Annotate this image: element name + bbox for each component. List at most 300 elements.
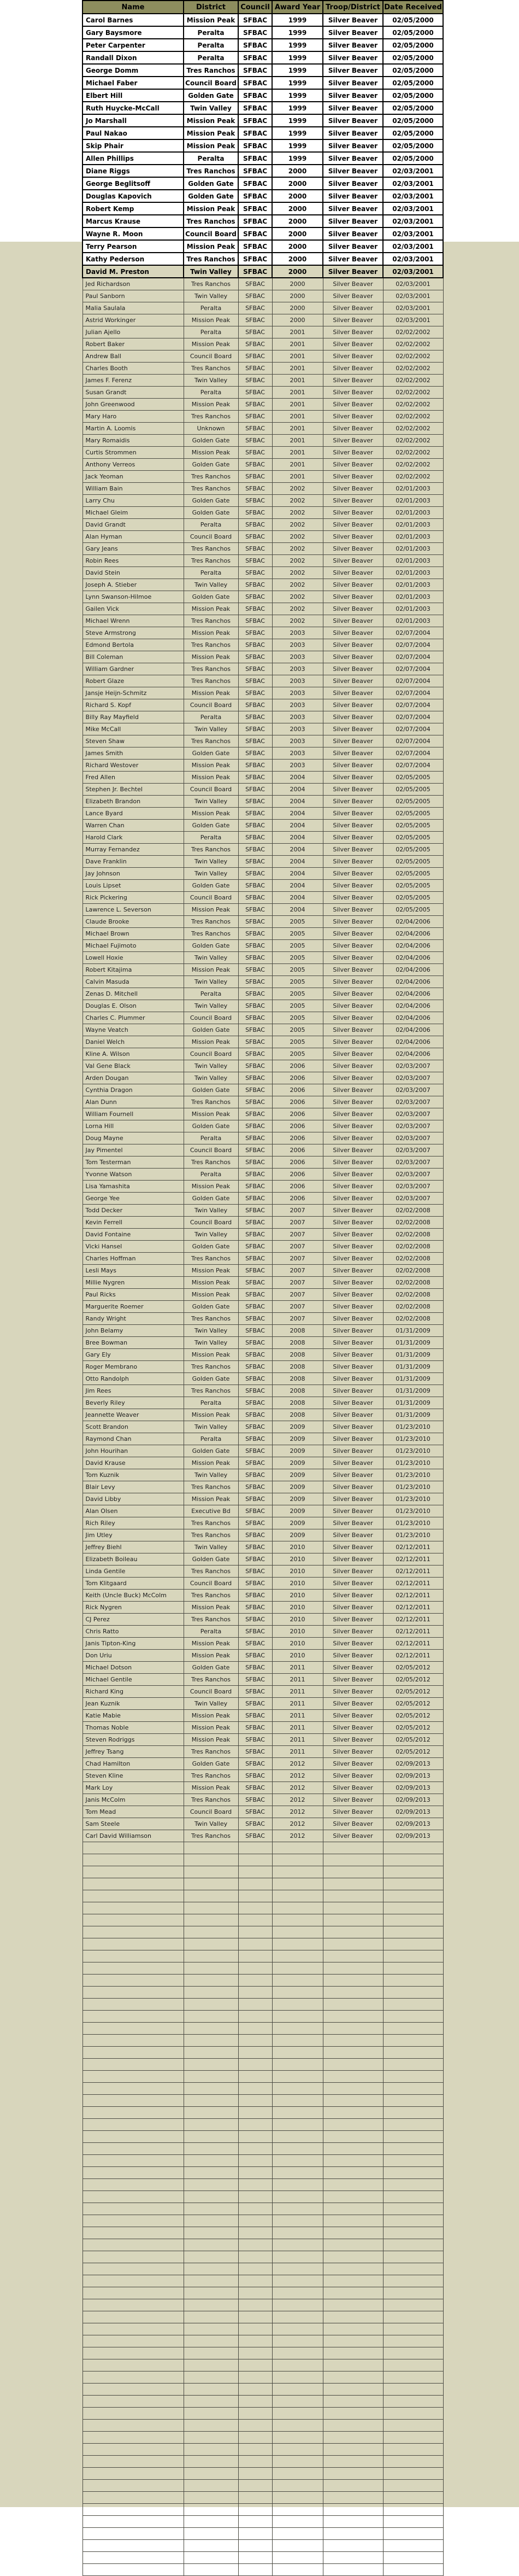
cell[interactable]: Council Board — [184, 699, 238, 711]
cell[interactable]: 2008 — [272, 1385, 323, 1397]
cell[interactable]: 02/03/2007 — [383, 1108, 443, 1120]
cell[interactable]: 2000 — [272, 215, 323, 227]
cell[interactable]: Robert Baker — [82, 338, 184, 351]
empty-cell[interactable] — [82, 2119, 184, 2131]
cell[interactable]: Elizabeth Brandon — [82, 796, 184, 808]
cell[interactable]: 02/01/2003 — [383, 615, 443, 627]
cell[interactable]: Claude Brooke — [82, 916, 184, 928]
empty-cell[interactable] — [238, 2131, 272, 2143]
cell[interactable]: SFBAC — [238, 892, 272, 904]
empty-cell[interactable] — [238, 2480, 272, 2492]
cell[interactable]: James Smith — [82, 747, 184, 760]
cell[interactable]: Golden Gate — [184, 1445, 238, 1457]
empty-cell[interactable] — [184, 2384, 238, 2396]
cell[interactable]: Peralta — [184, 519, 238, 531]
cell[interactable]: John Hourihan — [82, 1445, 184, 1457]
empty-cell[interactable] — [82, 2011, 184, 2023]
cell[interactable]: Silver Beaver — [323, 892, 383, 904]
cell[interactable]: 02/05/2000 — [383, 26, 443, 39]
cell[interactable]: Twin Valley — [184, 856, 238, 868]
empty-cell[interactable] — [238, 1975, 272, 1987]
cell[interactable]: Mission Peak — [184, 760, 238, 772]
cell[interactable]: 2010 — [272, 1566, 323, 1578]
cell[interactable]: Lesli Mays — [82, 1265, 184, 1277]
cell[interactable]: 2011 — [272, 1746, 323, 1758]
empty-cell[interactable] — [238, 2191, 272, 2203]
cell[interactable]: Golden Gate — [184, 459, 238, 471]
cell[interactable]: Mission Peak — [184, 651, 238, 663]
cell[interactable]: 02/02/2002 — [383, 363, 443, 375]
cell[interactable]: SFBAC — [238, 253, 272, 265]
cell[interactable]: Silver Beaver — [323, 964, 383, 976]
cell[interactable]: SFBAC — [238, 51, 272, 64]
cell[interactable]: Rich Riley — [82, 1517, 184, 1529]
cell[interactable]: Golden Gate — [184, 940, 238, 952]
cell[interactable]: 1999 — [272, 102, 323, 114]
cell[interactable]: SFBAC — [238, 177, 272, 190]
empty-cell[interactable] — [323, 1842, 383, 1854]
cell[interactable]: 2002 — [272, 567, 323, 579]
empty-cell[interactable] — [383, 2396, 443, 2408]
empty-cell[interactable] — [323, 1975, 383, 1987]
cell[interactable]: 02/05/2005 — [383, 892, 443, 904]
cell[interactable]: Silver Beaver — [323, 1529, 383, 1541]
empty-cell[interactable] — [82, 2167, 184, 2179]
cell[interactable]: Tres Ranchos — [184, 64, 238, 77]
cell[interactable]: 2000 — [272, 278, 323, 290]
cell[interactable]: 01/23/2010 — [383, 1433, 443, 1445]
cell[interactable]: 02/09/2013 — [383, 1758, 443, 1770]
cell[interactable]: 02/05/2000 — [383, 51, 443, 64]
cell[interactable]: Randy Wright — [82, 1313, 184, 1325]
empty-cell[interactable] — [383, 2323, 443, 2335]
cell[interactable]: 1999 — [272, 89, 323, 102]
empty-cell[interactable] — [383, 2504, 443, 2516]
cell[interactable]: 2002 — [272, 507, 323, 519]
cell[interactable]: Malia Saulala — [82, 302, 184, 314]
cell[interactable]: Silver Beaver — [323, 435, 383, 447]
empty-cell[interactable] — [272, 2263, 323, 2275]
cell[interactable]: Silver Beaver — [323, 1481, 383, 1493]
cell[interactable]: Silver Beaver — [323, 543, 383, 555]
empty-cell[interactable] — [184, 2143, 238, 2155]
cell[interactable]: 02/02/2002 — [383, 351, 443, 363]
cell[interactable]: SFBAC — [238, 1036, 272, 1048]
empty-cell[interactable] — [238, 2323, 272, 2335]
cell[interactable]: Elbert Hill — [82, 89, 184, 102]
cell[interactable]: 02/05/2005 — [383, 844, 443, 856]
empty-cell[interactable] — [383, 2528, 443, 2540]
cell[interactable]: Silver Beaver — [323, 1120, 383, 1132]
cell[interactable]: Jo Marshall — [82, 114, 184, 127]
cell[interactable]: SFBAC — [238, 1229, 272, 1241]
empty-cell[interactable] — [272, 2396, 323, 2408]
cell[interactable]: 2005 — [272, 952, 323, 964]
cell[interactable]: 2001 — [272, 447, 323, 459]
empty-cell[interactable] — [383, 2564, 443, 2576]
empty-cell[interactable] — [323, 2275, 383, 2287]
cell[interactable]: 02/03/2001 — [383, 265, 443, 278]
cell[interactable]: 02/05/2012 — [383, 1746, 443, 1758]
cell[interactable]: Mission Peak — [184, 808, 238, 820]
cell[interactable]: Council Board — [184, 531, 238, 543]
cell[interactable]: 2003 — [272, 675, 323, 687]
empty-cell[interactable] — [383, 1938, 443, 1950]
empty-cell[interactable] — [82, 1999, 184, 2011]
empty-cell[interactable] — [323, 2011, 383, 2023]
cell[interactable]: 01/23/2010 — [383, 1493, 443, 1505]
empty-cell[interactable] — [383, 2540, 443, 2552]
empty-cell[interactable] — [383, 2203, 443, 2215]
cell[interactable]: Todd Decker — [82, 1205, 184, 1217]
empty-cell[interactable] — [323, 2371, 383, 2384]
cell[interactable]: Mission Peak — [184, 1108, 238, 1120]
cell[interactable]: SFBAC — [238, 26, 272, 39]
cell[interactable]: Silver Beaver — [323, 1578, 383, 1590]
cell[interactable]: Mission Peak — [184, 1289, 238, 1301]
cell[interactable]: 02/05/2005 — [383, 868, 443, 880]
cell[interactable]: SFBAC — [238, 1794, 272, 1806]
cell[interactable]: Twin Valley — [184, 1469, 238, 1481]
empty-cell[interactable] — [82, 1878, 184, 1890]
empty-cell[interactable] — [272, 2504, 323, 2516]
cell[interactable]: SFBAC — [238, 202, 272, 215]
cell[interactable]: 02/05/2005 — [383, 796, 443, 808]
cell[interactable]: Silver Beaver — [323, 152, 383, 165]
cell[interactable]: SFBAC — [238, 1578, 272, 1590]
empty-cell[interactable] — [184, 1962, 238, 1975]
cell[interactable]: 2000 — [272, 240, 323, 253]
cell[interactable]: Bill Coleman — [82, 651, 184, 663]
cell[interactable]: David Fontaine — [82, 1229, 184, 1241]
cell[interactable]: 02/12/2011 — [383, 1541, 443, 1553]
cell[interactable]: Peralta — [184, 152, 238, 165]
empty-cell[interactable] — [82, 1950, 184, 1962]
cell[interactable]: David Libby — [82, 1493, 184, 1505]
cell[interactable]: SFBAC — [238, 1108, 272, 1120]
cell[interactable]: 02/03/2001 — [383, 190, 443, 202]
cell[interactable]: SFBAC — [238, 1397, 272, 1409]
cell[interactable]: Golden Gate — [184, 1758, 238, 1770]
cell[interactable]: Silver Beaver — [323, 338, 383, 351]
cell[interactable]: 2000 — [272, 165, 323, 177]
cell[interactable]: 02/03/2001 — [383, 240, 443, 253]
cell[interactable]: Gailen Vick — [82, 603, 184, 615]
cell[interactable]: 2001 — [272, 351, 323, 363]
cell[interactable]: Silver Beaver — [323, 615, 383, 627]
empty-cell[interactable] — [383, 1902, 443, 1914]
cell[interactable]: 02/02/2008 — [383, 1205, 443, 1217]
empty-cell[interactable] — [383, 2095, 443, 2107]
cell[interactable]: 2005 — [272, 1036, 323, 1048]
cell[interactable]: Peralta — [184, 988, 238, 1000]
cell[interactable]: Peter Carpenter — [82, 39, 184, 51]
cell[interactable]: Silver Beaver — [323, 1638, 383, 1650]
empty-cell[interactable] — [272, 2167, 323, 2179]
empty-cell[interactable] — [184, 2035, 238, 2047]
cell[interactable]: 2007 — [272, 1241, 323, 1253]
cell[interactable]: Silver Beaver — [323, 687, 383, 699]
cell[interactable]: Golden Gate — [184, 89, 238, 102]
empty-cell[interactable] — [383, 2347, 443, 2359]
cell[interactable]: Golden Gate — [184, 591, 238, 603]
empty-cell[interactable] — [82, 2071, 184, 2083]
cell[interactable]: 02/01/2003 — [383, 579, 443, 591]
cell[interactable]: Steven Rodriggs — [82, 1734, 184, 1746]
empty-cell[interactable] — [272, 2143, 323, 2155]
cell[interactable]: Silver Beaver — [323, 1301, 383, 1313]
cell[interactable]: Silver Beaver — [323, 64, 383, 77]
cell[interactable]: SFBAC — [238, 1638, 272, 1650]
cell[interactable]: SFBAC — [238, 735, 272, 747]
cell[interactable]: 2002 — [272, 543, 323, 555]
cell[interactable]: Katie Mabie — [82, 1710, 184, 1722]
empty-cell[interactable] — [323, 2239, 383, 2251]
cell[interactable]: 2011 — [272, 1698, 323, 1710]
cell[interactable]: Don Uriu — [82, 1650, 184, 1662]
cell[interactable]: SFBAC — [238, 14, 272, 26]
cell[interactable]: SFBAC — [238, 1734, 272, 1746]
cell[interactable]: SFBAC — [238, 1758, 272, 1770]
cell[interactable]: 2003 — [272, 735, 323, 747]
cell[interactable]: 2006 — [272, 1181, 323, 1193]
cell[interactable]: Janis McColm — [82, 1794, 184, 1806]
cell[interactable]: Silver Beaver — [323, 89, 383, 102]
cell[interactable]: Silver Beaver — [323, 202, 383, 215]
cell[interactable]: 02/04/2006 — [383, 964, 443, 976]
empty-cell[interactable] — [238, 1926, 272, 1938]
cell[interactable]: Silver Beaver — [323, 1144, 383, 1156]
cell[interactable]: Silver Beaver — [323, 240, 383, 253]
cell[interactable]: SFBAC — [238, 1553, 272, 1566]
empty-cell[interactable] — [272, 1866, 323, 1878]
empty-cell[interactable] — [383, 1866, 443, 1878]
empty-cell[interactable] — [272, 2480, 323, 2492]
empty-cell[interactable] — [82, 2047, 184, 2059]
cell[interactable]: 02/09/2013 — [383, 1830, 443, 1842]
empty-cell[interactable] — [323, 2468, 383, 2480]
empty-cell[interactable] — [238, 2564, 272, 2576]
empty-cell[interactable] — [323, 1914, 383, 1926]
empty-cell[interactable] — [82, 1914, 184, 1926]
empty-cell[interactable] — [184, 2564, 238, 2576]
cell[interactable]: SFBAC — [238, 1818, 272, 1830]
cell[interactable]: 02/04/2006 — [383, 1024, 443, 1036]
cell[interactable]: Peralta — [184, 1169, 238, 1181]
empty-cell[interactable] — [238, 1999, 272, 2011]
cell[interactable]: 02/07/2004 — [383, 627, 443, 639]
cell[interactable]: Daniel Welch — [82, 1036, 184, 1048]
cell[interactable]: Larry Chu — [82, 495, 184, 507]
cell[interactable]: SFBAC — [238, 152, 272, 165]
cell[interactable]: 1999 — [272, 152, 323, 165]
cell[interactable]: Michael Brown — [82, 928, 184, 940]
cell[interactable]: 2006 — [272, 1193, 323, 1205]
empty-cell[interactable] — [238, 2275, 272, 2287]
cell[interactable]: Twin Valley — [184, 579, 238, 591]
cell[interactable]: Silver Beaver — [323, 1096, 383, 1108]
empty-cell[interactable] — [82, 2468, 184, 2480]
empty-cell[interactable] — [238, 2371, 272, 2384]
empty-cell[interactable] — [383, 2263, 443, 2275]
empty-cell[interactable] — [238, 2359, 272, 2371]
cell[interactable]: 2009 — [272, 1517, 323, 1529]
cell[interactable]: 02/05/2005 — [383, 784, 443, 796]
cell[interactable]: 02/02/2002 — [383, 459, 443, 471]
empty-cell[interactable] — [383, 1950, 443, 1962]
empty-cell[interactable] — [323, 2203, 383, 2215]
cell[interactable]: Lowell Hoxie — [82, 952, 184, 964]
empty-cell[interactable] — [323, 2155, 383, 2167]
empty-cell[interactable] — [82, 2179, 184, 2191]
cell[interactable]: Silver Beaver — [323, 627, 383, 639]
cell[interactable]: 02/03/2001 — [383, 253, 443, 265]
cell[interactable]: 02/12/2011 — [383, 1626, 443, 1638]
cell[interactable]: 02/03/2007 — [383, 1120, 443, 1132]
empty-cell[interactable] — [272, 1890, 323, 1902]
empty-cell[interactable] — [238, 2155, 272, 2167]
empty-cell[interactable] — [82, 2215, 184, 2227]
cell[interactable]: Silver Beaver — [323, 940, 383, 952]
empty-cell[interactable] — [323, 2408, 383, 2420]
cell[interactable]: 2001 — [272, 338, 323, 351]
cell[interactable]: 2004 — [272, 796, 323, 808]
cell[interactable]: SFBAC — [238, 114, 272, 127]
empty-cell[interactable] — [323, 1866, 383, 1878]
cell[interactable]: 02/04/2006 — [383, 928, 443, 940]
cell[interactable]: 02/03/2001 — [383, 177, 443, 190]
cell[interactable]: 2010 — [272, 1578, 323, 1590]
cell[interactable]: Twin Valley — [184, 1000, 238, 1012]
cell[interactable]: 2009 — [272, 1505, 323, 1517]
empty-cell[interactable] — [184, 2095, 238, 2107]
empty-cell[interactable] — [323, 2191, 383, 2203]
empty-cell[interactable] — [323, 2095, 383, 2107]
cell[interactable]: Silver Beaver — [323, 1710, 383, 1722]
cell[interactable]: Tres Ranchos — [184, 1385, 238, 1397]
empty-cell[interactable] — [82, 2396, 184, 2408]
empty-cell[interactable] — [82, 2035, 184, 2047]
empty-cell[interactable] — [272, 2047, 323, 2059]
empty-cell[interactable] — [184, 1926, 238, 1938]
cell[interactable]: Tres Ranchos — [184, 1529, 238, 1541]
cell[interactable]: Twin Valley — [184, 796, 238, 808]
cell[interactable]: Peralta — [184, 567, 238, 579]
cell[interactable]: Golden Gate — [184, 1301, 238, 1313]
empty-cell[interactable] — [323, 2119, 383, 2131]
cell[interactable]: 2005 — [272, 988, 323, 1000]
cell[interactable]: Silver Beaver — [323, 1036, 383, 1048]
cell[interactable]: Silver Beaver — [323, 1313, 383, 1325]
empty-cell[interactable] — [184, 1987, 238, 1999]
cell[interactable]: Silver Beaver — [323, 916, 383, 928]
cell[interactable]: Mission Peak — [184, 772, 238, 784]
cell[interactable]: 02/05/2012 — [383, 1698, 443, 1710]
cell[interactable]: SFBAC — [238, 471, 272, 483]
cell[interactable]: Ruth Huycke-McCall — [82, 102, 184, 114]
cell[interactable]: 2006 — [272, 1169, 323, 1181]
cell[interactable]: Richard King — [82, 1686, 184, 1698]
cell[interactable]: SFBAC — [238, 1626, 272, 1638]
empty-cell[interactable] — [323, 1890, 383, 1902]
cell[interactable]: 02/02/2008 — [383, 1265, 443, 1277]
cell[interactable]: Mission Peak — [184, 1734, 238, 1746]
cell[interactable]: SFBAC — [238, 1156, 272, 1169]
empty-cell[interactable] — [272, 2323, 323, 2335]
cell[interactable]: Silver Beaver — [323, 165, 383, 177]
cell[interactable]: Kevin Ferrell — [82, 1217, 184, 1229]
cell[interactable]: SFBAC — [238, 579, 272, 591]
empty-cell[interactable] — [238, 2227, 272, 2239]
cell[interactable]: 02/05/2005 — [383, 772, 443, 784]
cell[interactable]: Peralta — [184, 387, 238, 399]
empty-cell[interactable] — [383, 2492, 443, 2504]
cell[interactable]: Golden Gate — [184, 507, 238, 519]
cell[interactable]: Mission Peak — [184, 1602, 238, 1614]
cell[interactable]: Raymond Chan — [82, 1433, 184, 1445]
cell[interactable]: Silver Beaver — [323, 495, 383, 507]
cell[interactable]: 02/02/2002 — [383, 423, 443, 435]
cell[interactable]: 2002 — [272, 519, 323, 531]
cell[interactable]: SFBAC — [238, 1000, 272, 1012]
cell[interactable]: 02/03/2007 — [383, 1193, 443, 1205]
cell[interactable]: 2009 — [272, 1421, 323, 1433]
cell[interactable]: 02/01/2003 — [383, 603, 443, 615]
empty-cell[interactable] — [323, 2480, 383, 2492]
cell[interactable]: Tres Ranchos — [184, 411, 238, 423]
cell[interactable]: SFBAC — [238, 483, 272, 495]
cell[interactable]: David Stein — [82, 567, 184, 579]
cell[interactable]: Chad Hamilton — [82, 1758, 184, 1770]
cell[interactable]: SFBAC — [238, 240, 272, 253]
cell[interactable]: George Domm — [82, 64, 184, 77]
cell[interactable]: Skip Phair — [82, 139, 184, 152]
empty-cell[interactable] — [272, 2251, 323, 2263]
empty-cell[interactable] — [383, 2359, 443, 2371]
cell[interactable]: SFBAC — [238, 687, 272, 699]
cell[interactable]: Silver Beaver — [323, 1433, 383, 1445]
cell[interactable]: Twin Valley — [184, 1060, 238, 1072]
cell[interactable]: SFBAC — [238, 760, 272, 772]
cell[interactable]: 02/07/2004 — [383, 747, 443, 760]
cell[interactable]: Carol Barnes — [82, 14, 184, 26]
empty-cell[interactable] — [272, 1926, 323, 1938]
empty-cell[interactable] — [272, 2239, 323, 2251]
empty-cell[interactable] — [383, 2251, 443, 2263]
cell[interactable]: Kline A. Wilson — [82, 1048, 184, 1060]
empty-cell[interactable] — [184, 1866, 238, 1878]
cell[interactable]: Alan Dunn — [82, 1096, 184, 1108]
cell[interactable]: 02/03/2007 — [383, 1156, 443, 1169]
empty-cell[interactable] — [323, 1854, 383, 1866]
cell[interactable]: Mission Peak — [184, 127, 238, 139]
cell[interactable]: Michael Gentile — [82, 1674, 184, 1686]
cell[interactable]: SFBAC — [238, 139, 272, 152]
empty-cell[interactable] — [238, 1902, 272, 1914]
cell[interactable]: Silver Beaver — [323, 177, 383, 190]
cell[interactable]: Gary Jeans — [82, 543, 184, 555]
cell[interactable]: Rick Pickering — [82, 892, 184, 904]
cell[interactable]: SFBAC — [238, 1048, 272, 1060]
cell[interactable]: Charles Booth — [82, 363, 184, 375]
empty-cell[interactable] — [238, 2239, 272, 2251]
cell[interactable]: Vicki Hansel — [82, 1241, 184, 1253]
cell[interactable]: Tres Ranchos — [184, 1746, 238, 1758]
cell[interactable]: Tres Ranchos — [184, 615, 238, 627]
empty-cell[interactable] — [383, 2444, 443, 2456]
cell[interactable]: Mission Peak — [184, 202, 238, 215]
empty-cell[interactable] — [184, 2011, 238, 2023]
